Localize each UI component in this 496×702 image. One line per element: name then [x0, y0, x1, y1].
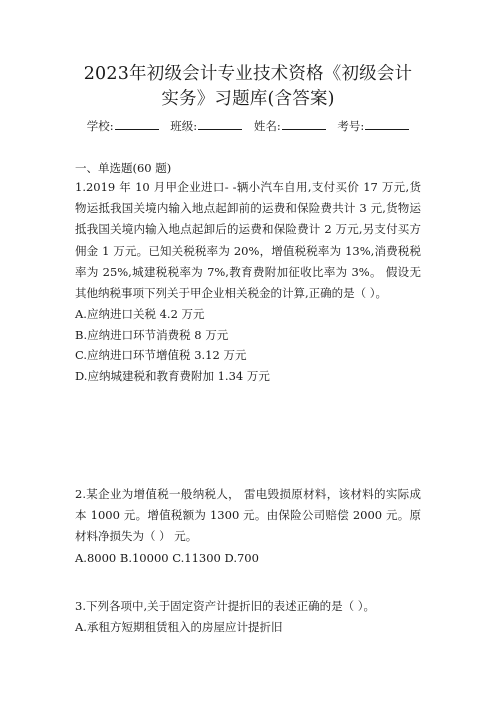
student-info-row: [0, 118, 496, 134]
question-3: [75, 596, 421, 638]
name-label: 姓名:: [253, 119, 281, 133]
class-label: 班级:: [170, 119, 198, 133]
question-1: [75, 177, 421, 387]
question-stem: 1.2019 年 10 月甲企业进口- -辆小汽车自用,支付买价 17 万元,货物运抵我国关境内输入地点起卸前的运费和保险费共计 3 元,货物运抵我国关境内输入地点起卸后的运费和保险费计 2 万元,另支付买方佣金 1 万元。已知关税税率为 20%，增值税税率为 13%,消费税税率为 25%,城建税税率为 7%,教育费附加征收比率为 3%。 假设无其他纳税事项下列关于甲企业相关税金的计算,正确的是（ ）。: [75, 180, 421, 301]
name-blank: [282, 119, 326, 130]
option-a: A.承租方短期租赁租入的房屋应计提折旧: [75, 620, 283, 635]
document-title: [40, 62, 456, 112]
exam-no-label: 考号:: [337, 119, 365, 133]
option-c: C.应纳进口环节增值税 3.12 万元: [75, 348, 247, 363]
option-b: B.应纳进口环节消费税 8 万元: [75, 327, 229, 342]
section-heading: 一、单选题(60 题): [75, 161, 172, 175]
option-a: A.应纳进口关税 4.2 万元: [75, 307, 205, 322]
school-blank: [115, 119, 159, 130]
options-inline: A.8000 B.10000 C.11300 D.700: [75, 550, 259, 565]
name-field: [254, 119, 326, 133]
title-line-1: 2023年初级会计专业技术资格《初级会计: [83, 64, 413, 84]
school-field: [87, 119, 159, 133]
exam-no-blank: [365, 119, 409, 130]
class-field: [170, 119, 242, 133]
question-stem: 2.某企业为增值税一般纳税人， 雷电毁损原材料，该材料的实际成本 1000 元。增值税额为 1300 元。由保险公司赔偿 2000 元。原材料净损失为（ ） 元。: [75, 487, 421, 544]
exam-no-field: [337, 119, 409, 133]
question-stem: 3.下列各项中,关于固定资产计提折旧的表述正确的是（ ）。: [75, 599, 376, 613]
class-blank: [198, 119, 242, 130]
option-d: D.应纳城建税和教育费附加 1.34 万元: [75, 369, 270, 383]
title-line-2: 实务》习题库(含答案): [161, 89, 335, 109]
question-2: [75, 484, 421, 568]
school-label: 学校:: [86, 119, 114, 133]
